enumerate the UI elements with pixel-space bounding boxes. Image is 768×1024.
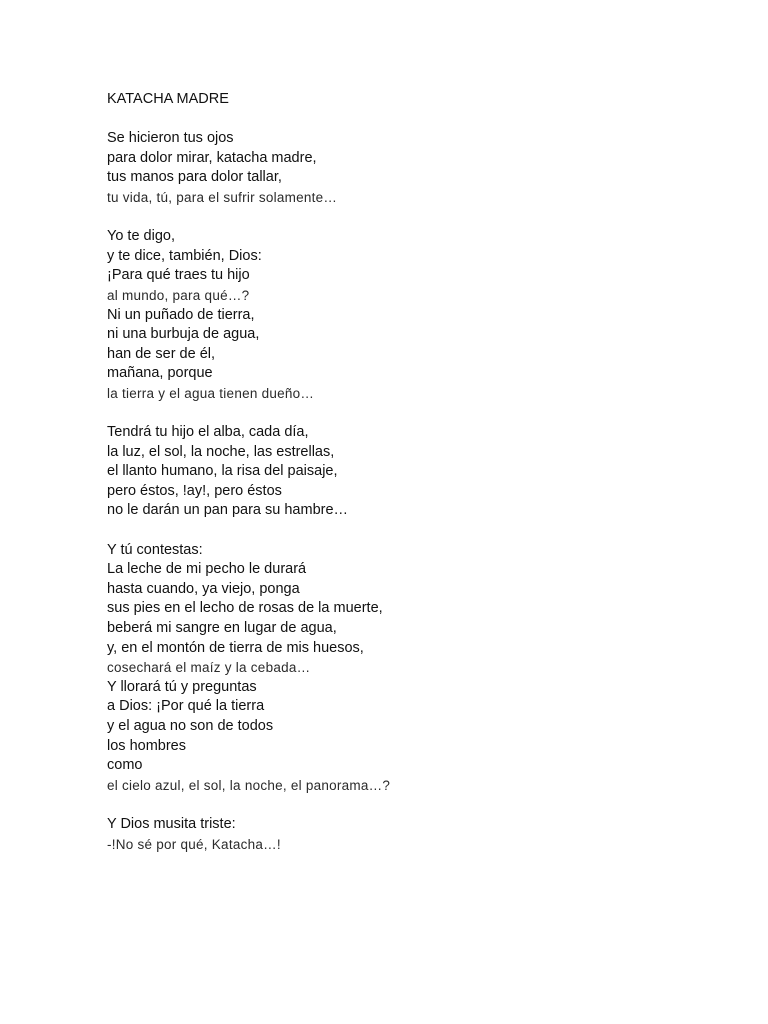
poem-body: [107, 129, 727, 854]
poem-line: mañana, porque: [107, 365, 213, 382]
poem-line: el cielo azul, el sol, la noche, el panorama…?: [107, 777, 391, 793]
poem-line: beberá mi sangre en lugar de agua,: [107, 620, 337, 637]
poem-line: y, en el montón de tierra de mis huesos,: [107, 639, 364, 656]
poem-line: Y llorará tú y preguntas: [107, 678, 257, 695]
poem-line: la tierra y el agua tienen dueño…: [107, 385, 315, 401]
stanza: [107, 129, 727, 207]
poem-line: hasta cuando, ya viejo, ponga: [107, 580, 300, 597]
poem-line: La leche de mi pecho le durará: [107, 561, 307, 578]
poem-line: ¡Para qué traes tu hijo: [107, 267, 250, 284]
poem-line: para dolor mirar, katacha madre,: [107, 149, 317, 166]
poem-line: el llanto humano, la risa del paisaje,: [107, 463, 338, 480]
poem-line: Yo te digo,: [107, 228, 175, 245]
poem-line: Y Dios musita triste:: [107, 815, 236, 832]
poem-line: la luz, el sol, la noche, las estrellas,: [107, 443, 335, 460]
poem-line: a Dios: ¡Por qué la tierra: [107, 698, 265, 715]
poem-line: Ni un puñado de tierra,: [107, 306, 255, 323]
poem-title: KATACHA MADRE: [107, 91, 229, 107]
poem-line: pero éstos, !ay!, pero éstos: [107, 482, 282, 499]
poem-line: no le darán un pan para su hambre…: [107, 502, 349, 519]
poem-line: cosechará el maíz y la cebada…: [107, 660, 311, 676]
poem-line: Y tú contestas:: [107, 541, 203, 558]
poem-line: y te dice, también, Dios:: [107, 247, 262, 264]
poem-line: han de ser de él,: [107, 345, 216, 362]
poem-line: Se hicieron tus ojos: [107, 130, 234, 147]
poem-line: -!No sé por qué, Katacha…!: [107, 836, 281, 852]
poem-line: los hombres: [107, 737, 186, 754]
poem-line: y el agua no son de todos: [107, 718, 274, 734]
poem-line: como: [107, 757, 143, 774]
poem-line: tu vida, tú, para el sufrir solamente…: [107, 189, 338, 205]
stanza: [107, 815, 727, 854]
poem-line: ni una burbuja de agua,: [107, 326, 260, 343]
stanza: [107, 541, 727, 796]
poem: [107, 90, 727, 854]
poem-line: Tendrá tu hijo el alba, cada día,: [107, 424, 309, 441]
poem-line: sus pies en el lecho de rosas de la muerte,: [107, 600, 383, 617]
stanza: [107, 227, 727, 403]
poem-line: al mundo, para qué…?: [107, 287, 250, 303]
poem-line: tus manos para dolor tallar,: [107, 169, 282, 186]
stanza: [107, 423, 727, 521]
